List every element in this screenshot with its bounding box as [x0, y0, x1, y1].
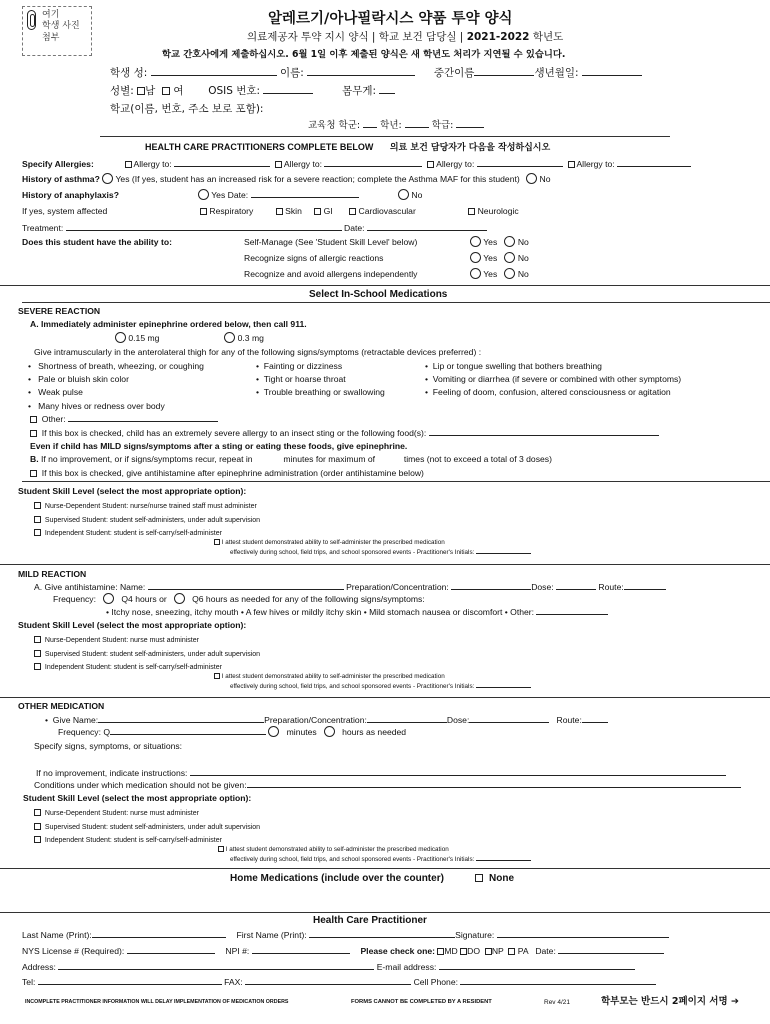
- no-improve-row: If no improvement, indicate instructions:: [36, 767, 726, 778]
- independent-checkbox[interactable]: [34, 836, 41, 843]
- osis-field[interactable]: [263, 85, 313, 94]
- antihistamine-row: If this box is checked, give antihistamine after epinephrine administration (order antihistamine below): [30, 468, 424, 478]
- other-med-frequency-field[interactable]: [110, 726, 266, 735]
- other-symptom-row: Other:: [30, 413, 218, 424]
- allergy-1-checkbox[interactable]: [125, 161, 132, 168]
- insect-food-field[interactable]: [429, 427, 659, 436]
- female-checkbox[interactable]: [162, 87, 170, 95]
- asthma-yes-radio[interactable]: [102, 173, 113, 184]
- practitioner-first-name-field[interactable]: [309, 929, 455, 938]
- practitioner-title: Health Care Practitioner: [313, 915, 427, 926]
- form-title: 알레르기/아나필락시스 약품 투약 양식: [268, 11, 513, 27]
- fax-field[interactable]: [245, 976, 411, 985]
- nurse-dependent-checkbox[interactable]: [34, 809, 41, 816]
- footer-rev: Rev 4/21: [544, 999, 571, 1006]
- anaphylaxis-no-radio[interactable]: [398, 189, 409, 200]
- other-symptom-field[interactable]: [68, 413, 218, 422]
- nurse-dependent-checkbox[interactable]: [34, 636, 41, 643]
- symptoms-col-3: [425, 360, 681, 400]
- practitioner-license-row: NYS License # (Required): NPI #: Please check one: MD DO NP PA Date:: [22, 945, 664, 956]
- anaphylaxis-yes-radio[interactable]: [198, 189, 209, 200]
- email-field[interactable]: [439, 961, 635, 970]
- initials-field[interactable]: [476, 681, 531, 688]
- asthma-no-radio[interactable]: [526, 173, 537, 184]
- skill-option: Supervised Student: student self-administers, under adult supervision: [34, 821, 260, 835]
- respiratory-checkbox[interactable]: [200, 208, 207, 215]
- antihistamine-name-field[interactable]: [148, 581, 344, 590]
- avoid-yes-radio[interactable]: [470, 268, 481, 279]
- give-line: Give intramuscularly in the anterolateral thigh for any of the following signs/symptoms (retractable devices preferred) :: [34, 347, 482, 357]
- skill-option: Supervised Student: student self-administers, under adult supervision: [34, 514, 260, 528]
- symptom: • Fainting or dizziness: [256, 361, 343, 371]
- class-field[interactable]: [456, 119, 484, 128]
- treatment-date-field[interactable]: [367, 222, 487, 231]
- symptoms-col-2: [256, 360, 385, 400]
- insect-row: If this box is checked, child has an extremely severe allergy to an insect sting or the following food(s):: [30, 427, 659, 438]
- severe-title: SEVERE REACTION: [18, 306, 101, 316]
- symptom: • Many hives or redness over body: [28, 400, 165, 411]
- antihistamine-prep-field[interactable]: [451, 581, 531, 590]
- antihistamine-checkbox[interactable]: [30, 470, 37, 477]
- initials-field[interactable]: [476, 854, 531, 861]
- system-options: Respiratory Skin GI Cardiovascular Neurologic: [200, 206, 519, 216]
- treatment-row: Treatment: Date:: [22, 222, 487, 233]
- treatment-field[interactable]: [66, 222, 342, 231]
- divider: [22, 481, 770, 482]
- conditions-row: Conditions under which medication should not be given:: [34, 779, 741, 790]
- attest-1: I attest student demonstrated ability to self-administer the prescribed medication effectively during school, field trips, and school sponsored events - Practitioner's Initials:: [214, 538, 531, 557]
- symptom: • Tight or hoarse throat: [256, 374, 346, 385]
- symptom: • Vomiting or diarrhea (if severe or combined with other symptoms): [425, 374, 682, 385]
- other-med-dose-field[interactable]: [469, 714, 549, 723]
- address-field[interactable]: [58, 961, 374, 970]
- footer-incomplete: INCOMPLETE PRACTITIONER INFORMATION WILL DELAY IMPLEMENTATION OF MEDICATION ORDERS: [25, 999, 289, 1005]
- ability-label: Does this student have the ability to:: [22, 237, 172, 247]
- dose-03-radio[interactable]: [224, 332, 235, 343]
- middle-name-field[interactable]: [474, 67, 534, 76]
- skill-options-2: [34, 634, 260, 675]
- anaphylaxis-date-field[interactable]: [251, 189, 359, 198]
- symptoms-col-1: [28, 360, 204, 413]
- epi-doses: 0.15 mg 0.3 mg: [115, 332, 264, 343]
- other-med-route-field[interactable]: [582, 714, 608, 723]
- ability-yn-3: Yes No: [470, 268, 529, 279]
- other-med-name-field[interactable]: [98, 714, 264, 723]
- recognize-yes-radio[interactable]: [470, 252, 481, 263]
- skill-title-3: Student Skill Level (select the most appropriate option):: [23, 793, 252, 803]
- divider: [0, 697, 770, 698]
- specify-label: Specify signs, symptoms, or situations:: [34, 741, 183, 751]
- mild-symptoms-row: • Itchy nose, sneezing, itchy mouth • A few hives or mildly itchy skin • Mild stomach nausea or discomfort • Other:: [106, 606, 608, 617]
- anaphylaxis-yes: Yes Date:: [198, 189, 359, 200]
- divider: [0, 912, 770, 913]
- allergies-row: Specify Allergies: Allergy to: Allergy to: Allergy to: Allergy to:: [22, 158, 691, 169]
- attest-checkbox[interactable]: [218, 846, 224, 852]
- symptom: • Lip or tongue swelling that bothers breathing: [425, 361, 602, 371]
- divider: [100, 136, 670, 137]
- mild-frequency-row: Frequency: Q4 hours or Q6 hours as needed for any of the following signs/symptoms:: [53, 594, 425, 604]
- conditions-field[interactable]: [247, 779, 741, 788]
- other-med-frequency-row: Frequency: Q minutes hours as needed: [58, 727, 407, 737]
- symptom: • Pale or bluish skin color: [28, 374, 129, 385]
- other-symptom-checkbox[interactable]: [30, 416, 37, 423]
- skill-option: Nurse-Dependent Student: nurse must administer: [34, 634, 260, 648]
- first-name-field[interactable]: [307, 67, 415, 76]
- allergy-2-field[interactable]: [324, 158, 422, 167]
- severe-b-row: B. If no improvement, or if signs/symptoms recur, repeat in minutes for maximum of times (not to exceed a total of 3 doses): [30, 454, 552, 464]
- footer-resident: FORMS CANNOT BE COMPLETED BY A RESIDENT: [351, 999, 492, 1005]
- system-affected-row: If yes, system affected: [22, 206, 108, 216]
- antihistamine-dose-field[interactable]: [556, 581, 596, 590]
- practitioner-last-name-field[interactable]: [92, 929, 226, 938]
- allergy-3-checkbox[interactable]: [427, 161, 434, 168]
- np-checkbox[interactable]: [485, 948, 492, 955]
- ability-item-2: Recognize signs of allergic reactions: [244, 253, 384, 263]
- other-med-prep-field[interactable]: [367, 714, 447, 723]
- q4-radio[interactable]: [103, 593, 114, 604]
- skill-option: Independent Student: student is self-carry/self-administer: [34, 661, 260, 675]
- divider: [22, 302, 770, 303]
- initials-field[interactable]: [476, 547, 531, 554]
- pa-checkbox[interactable]: [508, 948, 515, 955]
- minutes-radio[interactable]: [268, 726, 279, 737]
- q6-radio[interactable]: [174, 593, 185, 604]
- npi-field[interactable]: [252, 945, 350, 954]
- other-med-give-row: • Give Name: Preparation/Concentration: Dose: Route:: [45, 714, 608, 725]
- skill-option: Nurse-Dependent Student: nurse must administer: [34, 807, 260, 821]
- practitioner-date-field[interactable]: [558, 945, 664, 954]
- attest-checkbox[interactable]: [214, 539, 220, 545]
- symptom: • Trouble breathing or swallowing: [256, 387, 385, 398]
- practitioner-name-row: Last Name (Print): First Name (Print): Signature:: [22, 929, 669, 940]
- other-med-title: OTHER MEDICATION: [18, 701, 105, 711]
- skill-option: Supervised Student: student self-administers, under adult supervision: [34, 648, 260, 662]
- district-field[interactable]: [363, 119, 377, 128]
- antihistamine-route-field[interactable]: [624, 581, 666, 590]
- license-field[interactable]: [127, 945, 215, 954]
- allergy-2-checkbox[interactable]: [275, 161, 282, 168]
- mild-epi-note: Even if child has MILD signs/symptoms after a sting or eating these foods, give epinephrine.: [30, 441, 408, 451]
- insect-food-checkbox[interactable]: [30, 430, 37, 437]
- attest-2: I attest student demonstrated ability to self-administer the prescribed medication effectively during school, field trips, and school sponsored events - Practitioner's Initials:: [214, 672, 531, 691]
- divider: [0, 285, 770, 286]
- male-checkbox[interactable]: [137, 87, 145, 95]
- skill-title-1: Student Skill Level (select the most appropriate option):: [18, 486, 247, 496]
- self-manage-no-radio[interactable]: [504, 236, 515, 247]
- skill-options-1: [34, 500, 260, 541]
- divider: [0, 868, 770, 869]
- self-manage-yes-radio[interactable]: [470, 236, 481, 247]
- dose-015-radio[interactable]: [115, 332, 126, 343]
- allergy-1-field[interactable]: [174, 158, 270, 167]
- sex-row: 성별: 남 여 OSIS 번호: 몸무게:: [110, 85, 395, 98]
- submit-note: 학교 간호사에게 제출하십시오. 6월 1일 이후 제출된 양식은 새 학년도 처리가 지연될 수 있습니다.: [162, 49, 566, 60]
- independent-checkbox[interactable]: [34, 529, 41, 536]
- severe-a-line: A. Immediately administer epinephrine ordered below, then call 911.: [30, 319, 307, 329]
- ability-yn-2: Yes No: [470, 252, 529, 263]
- symptom: • Weak pulse: [28, 387, 83, 398]
- practitioner-signature-field[interactable]: [497, 929, 669, 938]
- meds-section-title: Select In-School Medications: [309, 289, 448, 300]
- avoid-no-radio[interactable]: [504, 268, 515, 279]
- recognize-no-radio[interactable]: [504, 252, 515, 263]
- student-name-row: 학생 성: 이름: 중간이름 생년월일:: [110, 67, 642, 80]
- nurse-dependent-checkbox[interactable]: [34, 502, 41, 509]
- tel-field[interactable]: [38, 976, 222, 985]
- ability-yn-1: Yes No: [470, 236, 529, 247]
- hours-radio[interactable]: [324, 726, 335, 737]
- supervised-checkbox[interactable]: [34, 823, 41, 830]
- skin-checkbox[interactable]: [276, 208, 283, 215]
- parent-sign-note: 학부모는 반드시 2페이지 서명 ➔: [601, 996, 739, 1007]
- district-row: 교육청 학군: 학년: 학급:: [308, 119, 484, 131]
- divider: [0, 564, 770, 565]
- supervised-checkbox[interactable]: [34, 516, 41, 523]
- cardiovascular-checkbox[interactable]: [349, 208, 356, 215]
- symptom: • Shortness of breath, wheezing, or coughing: [28, 361, 204, 371]
- photo-attach-box: [22, 6, 92, 56]
- mild-a-row: A. Give antihistamine: Name: Preparation/Concentration: Dose: Route:: [34, 581, 666, 592]
- attest-checkbox[interactable]: [214, 673, 220, 679]
- anaphylaxis-no: No: [398, 189, 422, 200]
- hcp-header: HEALTH CARE PRACTITIONERS COMPLETE BELOW 의료 보건 담당자가 다음을 작성하십시오: [145, 142, 551, 153]
- mild-other-field[interactable]: [536, 606, 608, 615]
- skill-title-2: Student Skill Level (select the most appropriate option):: [18, 620, 247, 630]
- allergy-4-field[interactable]: [617, 158, 691, 167]
- supervised-checkbox[interactable]: [34, 650, 41, 657]
- ability-item-1: Self-Manage (See 'Student Skill Level' below): [244, 237, 418, 247]
- asthma-row: History of asthma? Yes (If yes, student has an increased risk for a severe reaction; complete the Asthma MAF for this student) No: [22, 174, 551, 184]
- home-meds-none-checkbox[interactable]: [475, 874, 483, 882]
- mild-title: MILD REACTION: [18, 569, 87, 579]
- form-subtitle: 의료제공자 투약 지시 양식 | 학교 보건 담당실 | 2021-2022 학년도: [247, 31, 564, 43]
- attest-3: I attest student demonstrated ability to self-administer the prescribed medication effectively during school, field trips, and school sponsored events - Practitioner's Initials:: [218, 845, 531, 864]
- no-improve-field[interactable]: [190, 767, 726, 776]
- neurologic-checkbox[interactable]: [468, 208, 475, 215]
- skill-option: Independent Student: student is self-carry/self-administer: [34, 834, 260, 848]
- practitioner-phone-row: Tel: FAX: Cell Phone:: [22, 976, 656, 987]
- practitioner-address-row: Address: E-mail address:: [22, 961, 635, 972]
- skill-option: Nurse-Dependent Student: nurse/nurse trained staff must administer: [34, 500, 260, 514]
- last-name-field[interactable]: [151, 67, 277, 76]
- gi-checkbox[interactable]: [314, 208, 321, 215]
- weight-field[interactable]: [379, 85, 395, 94]
- grade-field[interactable]: [405, 119, 429, 128]
- dob-field[interactable]: [582, 67, 642, 76]
- anaphylaxis-label: History of anaphylaxis?: [22, 190, 119, 200]
- school-label: 학교(이름, 번호, 주소 보로 포함):: [110, 103, 264, 115]
- allergy-4-checkbox[interactable]: [568, 161, 575, 168]
- cell-field[interactable]: [460, 976, 656, 985]
- ability-item-3: Recognize and avoid allergens independently: [244, 269, 418, 279]
- independent-checkbox[interactable]: [34, 663, 41, 670]
- paperclip-icon: [27, 10, 36, 30]
- skill-option: Independent Student: student is self-carry/self-administer: [34, 527, 260, 541]
- skill-options-3: [34, 807, 260, 848]
- home-meds-row: Home Medications (include over the counter) None: [230, 873, 515, 884]
- photo-instructions: 여기 학생 사진 첨부: [42, 10, 80, 43]
- allergy-3-field[interactable]: [477, 158, 563, 167]
- symptom: • Feeling of doom, confusion, altered consciousness or agitation: [425, 387, 671, 398]
